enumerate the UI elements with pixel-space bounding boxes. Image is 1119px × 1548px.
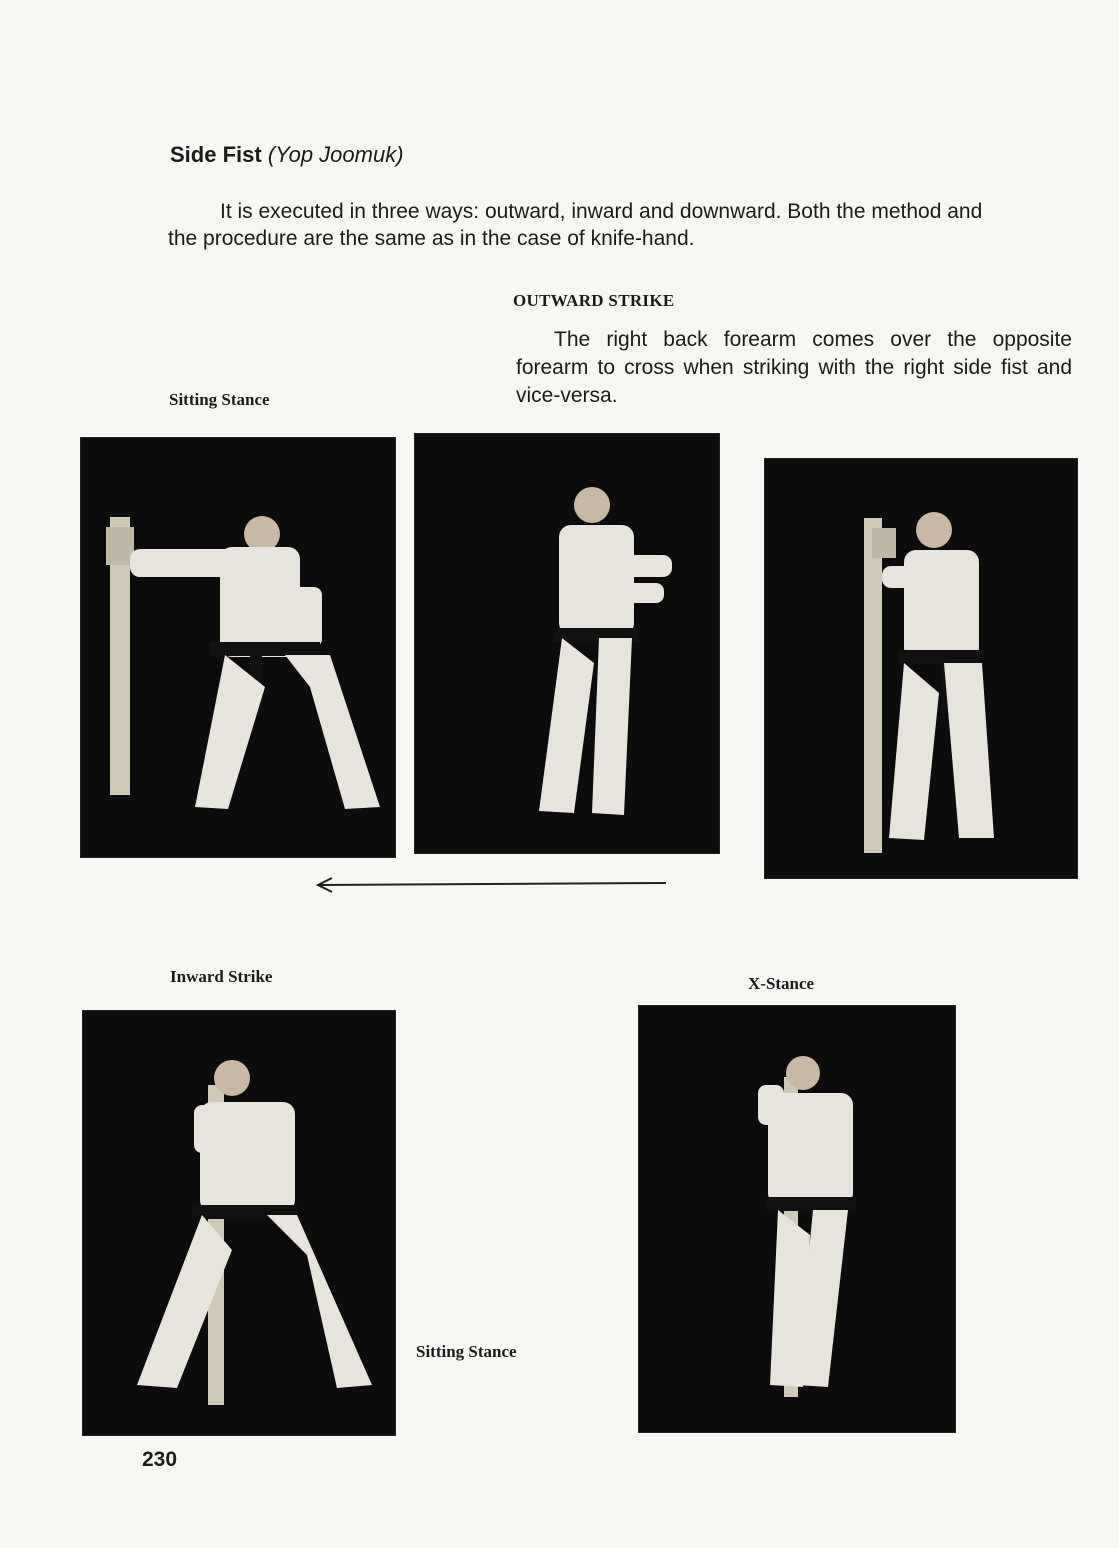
section-title-korean: (Yop Joomuk) <box>267 142 404 167</box>
page-number: 230 <box>142 1448 178 1471</box>
caption-sitting-stance-bottom: Sitting Stance <box>416 1342 517 1361</box>
photo-inward-strike <box>82 1010 396 1436</box>
photo-sitting-stance-outward <box>80 437 396 858</box>
caption-inward-strike: Inward Strike <box>170 967 273 986</box>
photo-outward-strike-final <box>764 458 1078 879</box>
photo-x-stance <box>638 1005 956 1433</box>
photo-outward-cross <box>414 433 720 854</box>
caption-x-stance: X-Stance <box>748 974 815 993</box>
section-title <box>170 142 404 168</box>
caption-sitting-stance-top: Sitting Stance <box>169 390 270 409</box>
section-title-main: Side Fist <box>170 142 262 167</box>
direction-arrow <box>310 875 670 895</box>
intro-paragraph <box>168 198 1013 252</box>
intro-text: It is executed in three ways: outward, inward and downward. Both the method and the procedure are the same as in the case of knife-hand. <box>168 200 983 250</box>
outward-strike-heading: OUTWARD STRIKE <box>513 291 675 310</box>
outward-strike-text: The right back forearm comes over the opposite forearm to cross when striking with the right side fist and vice-versa. <box>516 328 1072 407</box>
